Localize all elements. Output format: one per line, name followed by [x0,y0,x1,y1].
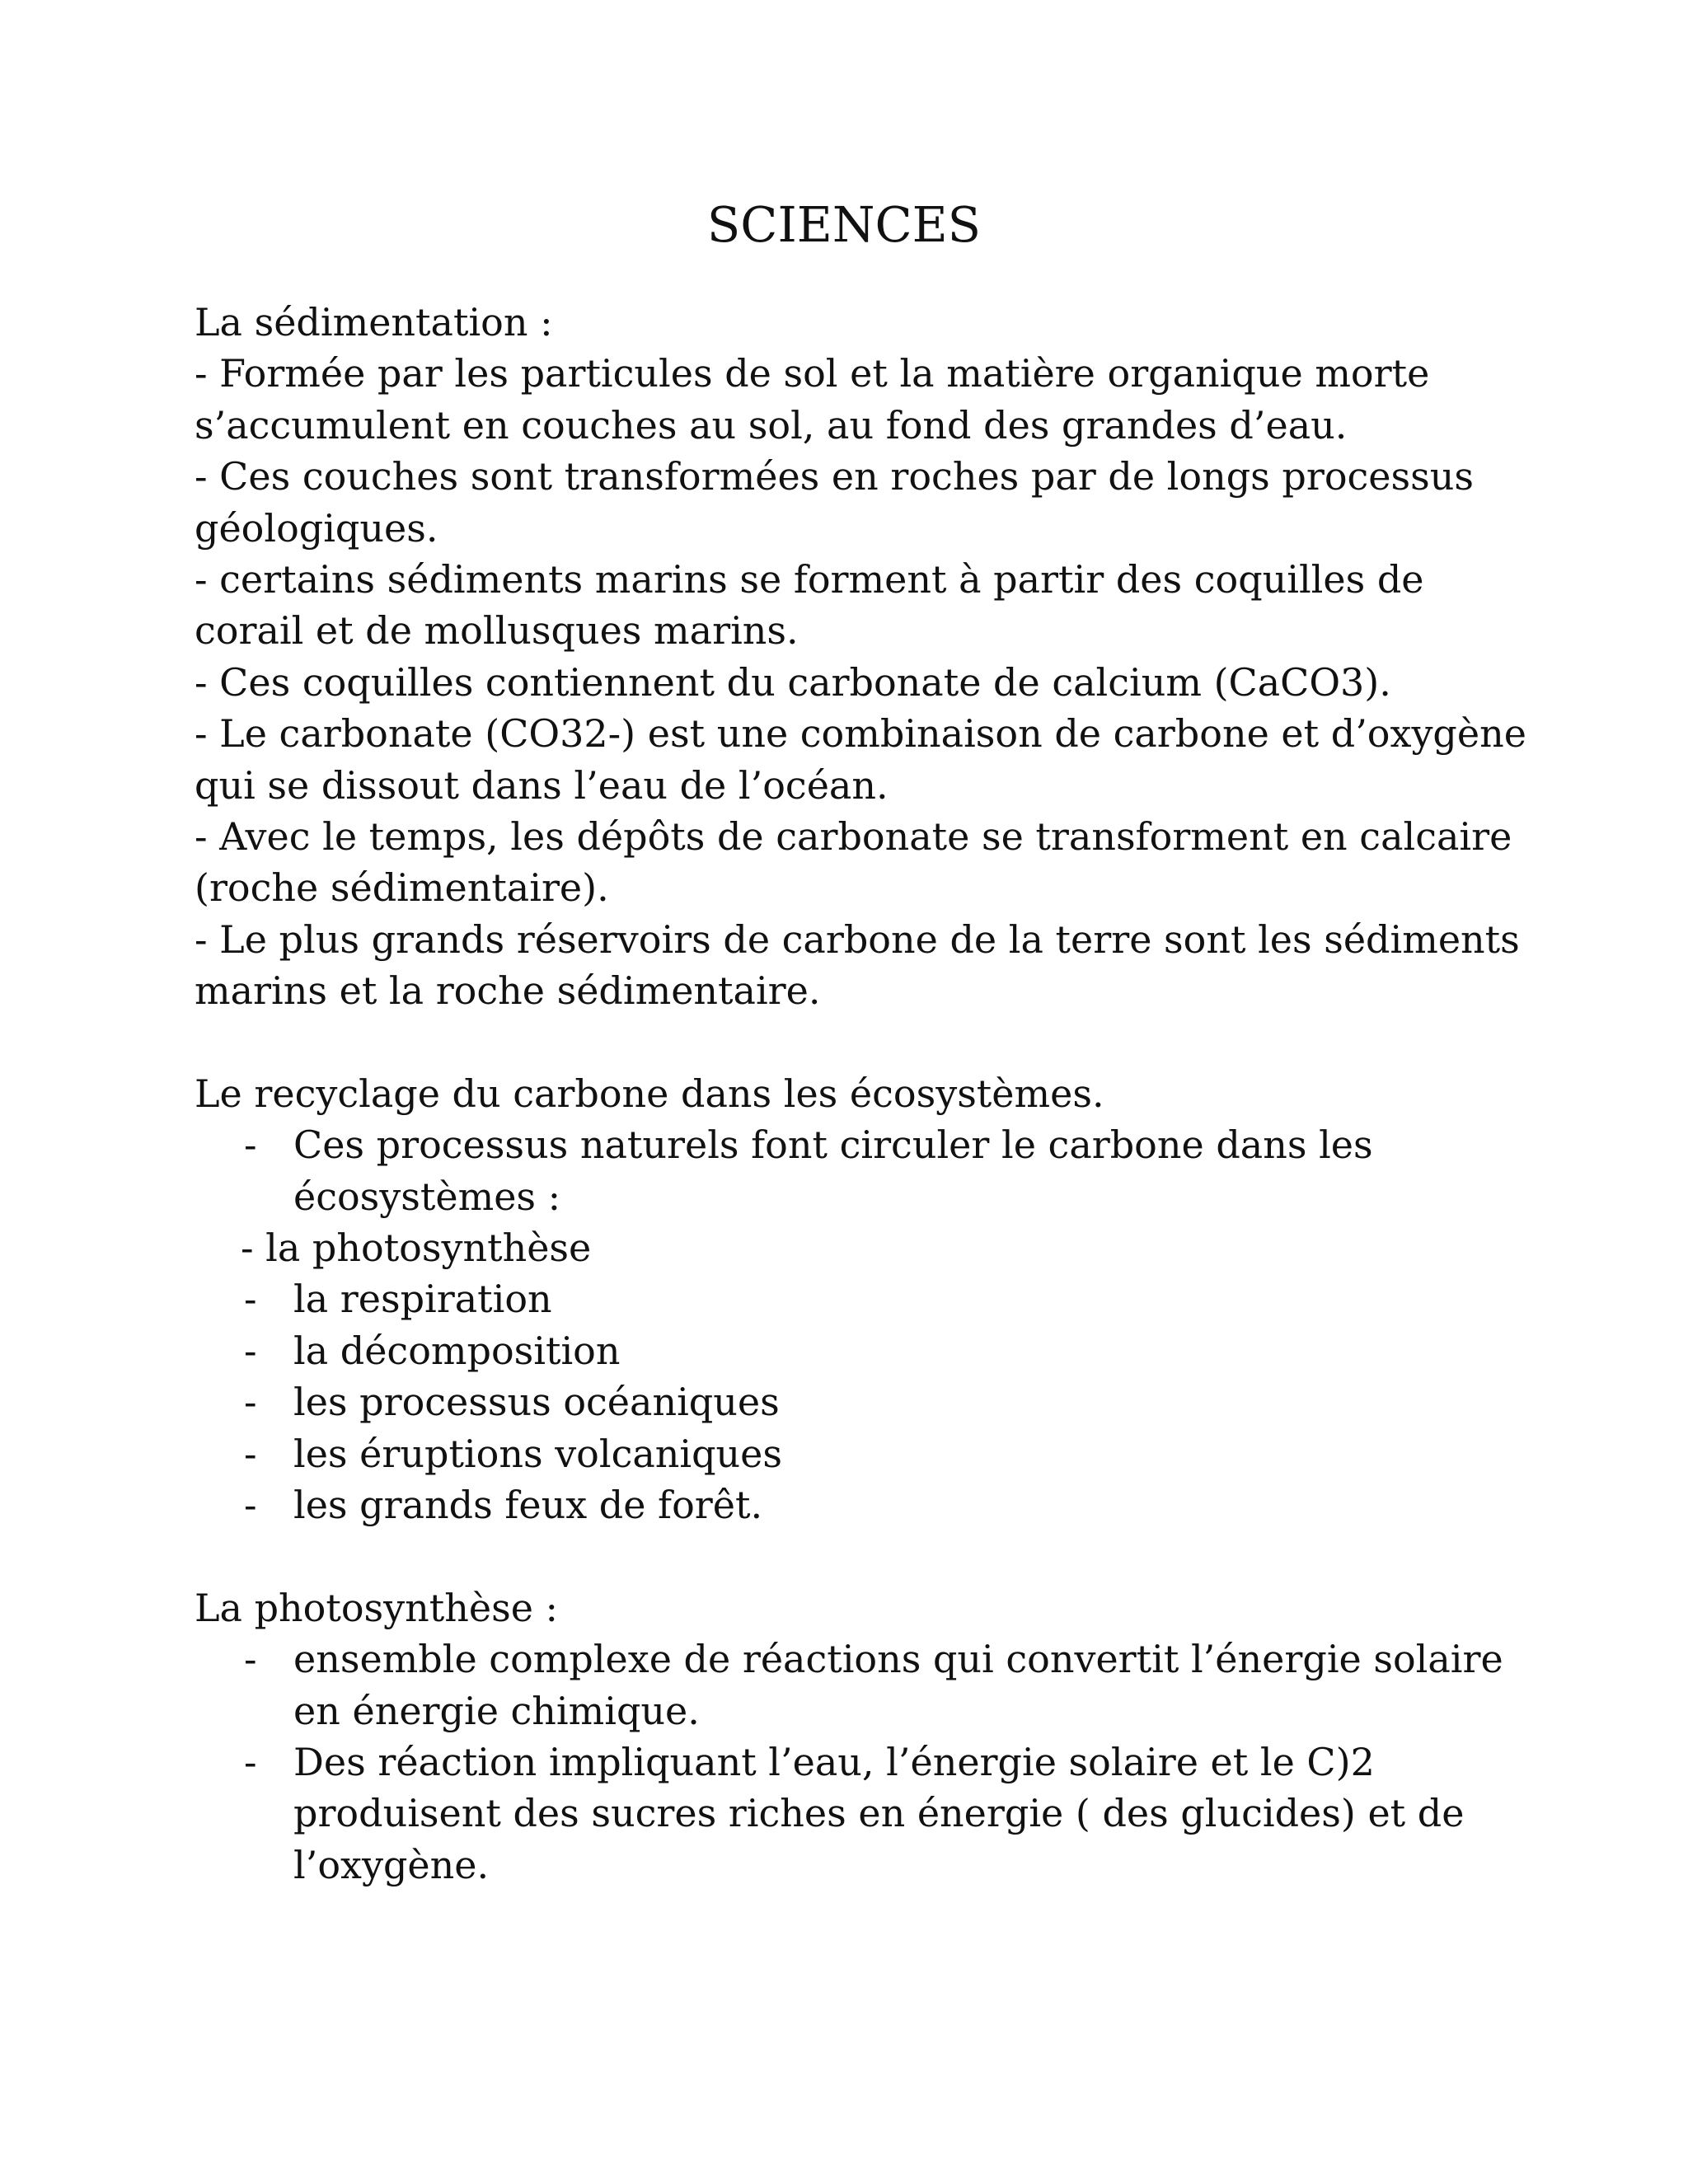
list-item-text: produisent des sucres riches en énergie ( des glucides) et de [293,1791,1465,1836]
list-item-text: Ces processus naturels font circuler le carbone dans les [293,1122,1373,1168]
list-item-continuation [195,1685,1530,1736]
bullet-dash: - [244,1482,257,1527]
list-item-text: la respiration [293,1277,552,1322]
paragraph-line: - certains sédiments marins se forment à partir des coquilles de [195,556,1424,602]
bullet-dash: - [244,1431,257,1476]
list-item-continuation [195,1788,1530,1839]
blank-line [195,1016,1530,1067]
bullet-dash: - [244,1380,257,1425]
list-item [195,1222,1530,1273]
bullet-dash: - [244,1122,257,1168]
paragraph-line: (roche sédimentaire). [195,865,609,911]
list-item [195,1633,1530,1685]
paragraph-line: qui se dissout dans l’eau de l’océan. [195,762,889,808]
list-item-text: la décomposition [293,1328,621,1373]
paragraph-line: s’accumulent en couches au sol, au fond des grandes d’eau. [195,402,1348,448]
list-item-text: en énergie chimique. [293,1688,700,1733]
list-item [195,1428,1530,1479]
document-body [195,297,1530,1891]
paragraph-line: - Le plus grands réservoirs de carbone de la terre sont les sédiments [195,916,1520,962]
list-item-text: - la photosynthèse [241,1226,592,1271]
list-item [195,1325,1530,1376]
list-item [195,1376,1530,1427]
paragraph-line: marins et la roche sédimentaire. [195,968,821,1014]
page-title: SCIENCES [706,196,982,253]
bullet-dash: - [244,1277,257,1322]
blank-line [195,1530,1530,1582]
list-item-text: Des réaction impliquant l’eau, l’énergie solaire et le C)2 [293,1739,1375,1784]
list-item [195,1479,1530,1530]
paragraph-line: corail et de mollusques marins. [195,608,799,654]
paragraph-line: - Ces couches sont transformées en roches par de longs processus [195,454,1474,499]
list-item [195,1736,1530,1788]
bullet-dash: - [244,1328,257,1373]
paragraph-line: - Ces coquilles contiennent du carbonate de calcium (CaCO3). [195,659,1391,705]
paragraph-line: - Le carbonate (CO32-) est une combinaison de carbone et d’oxygène [195,711,1526,757]
list-item-text: les processus océaniques [293,1380,780,1425]
list-item-continuation [195,1840,1530,1891]
list-item [195,1273,1530,1324]
list-item [195,1119,1530,1170]
list-item-text: les éruptions volcaniques [293,1431,783,1476]
list-item-continuation [195,1171,1530,1222]
paragraph-line: géologiques. [195,505,438,551]
paragraph-line: - Formée par les particules de sol et la matière organique morte [195,351,1430,396]
bullet-dash: - [244,1637,257,1682]
section-heading-sedimentation: La sédimentation : [195,300,553,344]
section-heading-carbon-recycling: Le recyclage du carbone dans les écosystèmes. [195,1071,1104,1116]
list-item-text: l’oxygène. [293,1842,490,1887]
list-item-text: écosystèmes : [293,1174,561,1219]
paragraph-line: - Avec le temps, les dépôts de carbonate se transforment en calcaire [195,813,1512,859]
section-heading-photosynthesis: La photosynthèse : [195,1585,559,1630]
list-item-text: ensemble complexe de réactions qui convertit l’énergie solaire [293,1637,1503,1682]
list-item-text: les grands feux de forêt. [293,1482,763,1527]
bullet-dash: - [244,1739,257,1784]
